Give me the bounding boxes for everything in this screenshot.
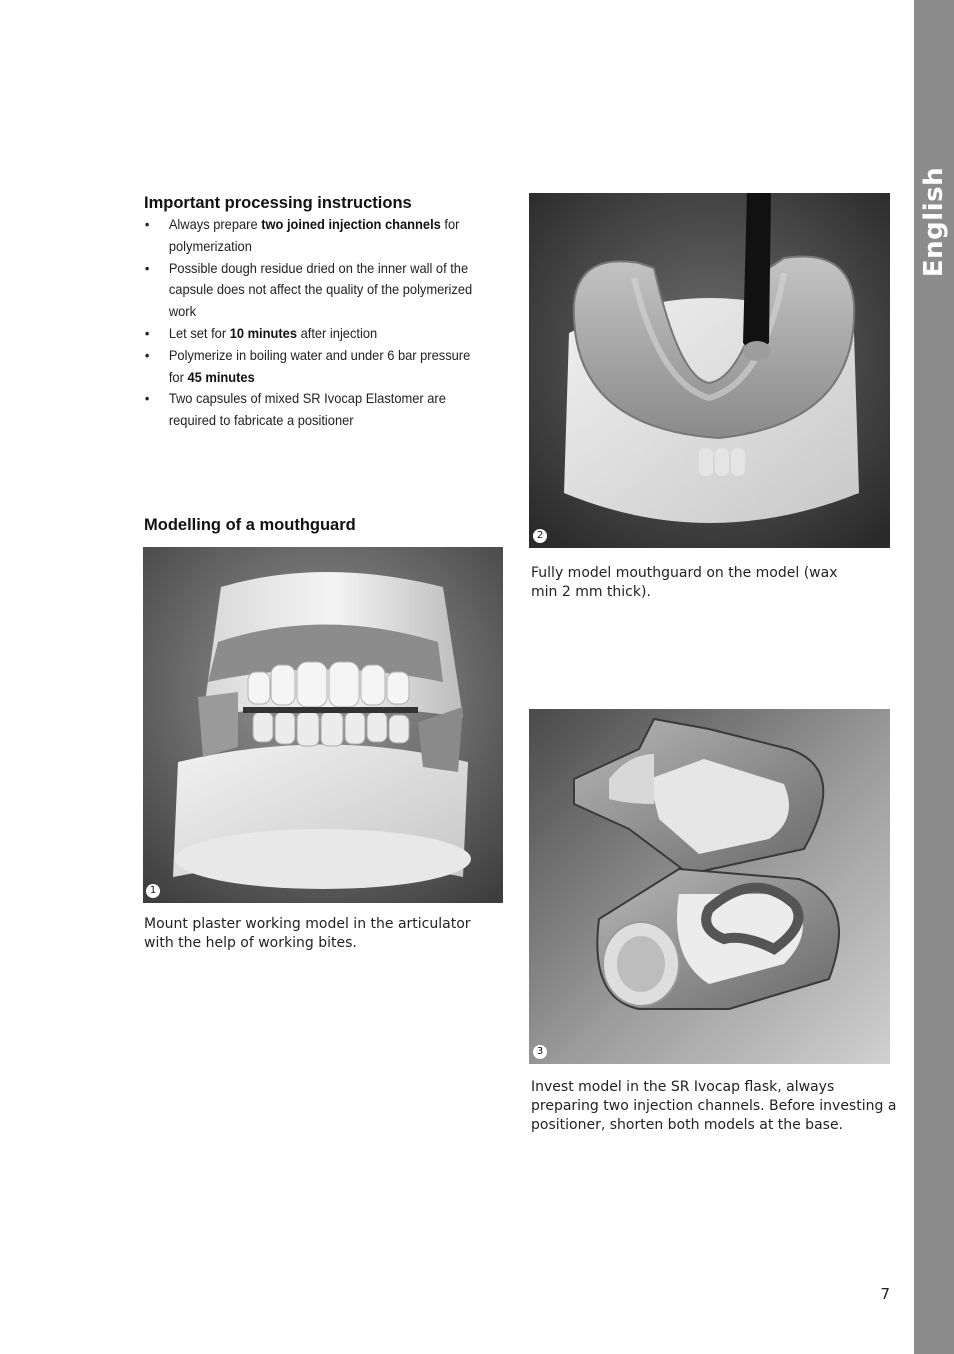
figure-1-caption: Mount plaster working model in the articulator with the help of working bites. xyxy=(144,916,471,951)
figure-3-caption: Invest model in the SR Ivocap flask, always preparing two injection channels. Before investing a positioner, shorten both models at the base. xyxy=(531,1079,897,1133)
side-tab-label: English xyxy=(919,166,949,278)
instruction-text: after injection xyxy=(296,324,378,341)
instruction-emphasis: 45 minutes xyxy=(187,368,255,385)
instruction-emphasis: two joined injection channels xyxy=(261,216,441,232)
figure-2-number: 2 xyxy=(533,529,547,543)
instruction-text: Always prepare xyxy=(168,216,262,232)
instructions-heading: Important processing instructions xyxy=(144,194,412,212)
mouthguard-heading: Modelling of a mouthguard xyxy=(144,516,356,534)
instruction-item xyxy=(144,258,484,323)
instruction-item xyxy=(144,388,484,432)
instruction-item xyxy=(144,323,484,345)
instruction-text: for polymerization xyxy=(168,216,460,254)
figure-1-number: 1 xyxy=(146,884,160,898)
figure-3-flask-photo xyxy=(529,709,890,1064)
instruction-text: Two capsules of mixed SR Ivocap Elastomer are required to fabricate a positioner xyxy=(168,390,446,429)
instructions-list xyxy=(144,214,484,432)
figure-2-mouthguard-photo xyxy=(529,193,890,548)
side-language-tab xyxy=(914,0,954,1354)
instruction-text: Polymerize in boiling water and under 6 bar pressure for xyxy=(168,346,471,385)
instruction-text: Possible dough residue dried on the inner wall of the capsule does not affect the quality of the polymerized work xyxy=(168,259,473,320)
figure-1-plaster-model-photo xyxy=(143,547,503,903)
instruction-emphasis: 10 minutes xyxy=(229,324,297,341)
figure-3-number: 3 xyxy=(533,1045,547,1059)
instruction-item xyxy=(144,214,484,258)
figure-2-caption: Fully model mouthguard on the model (wax min 2 mm thick). xyxy=(531,565,838,600)
instruction-text: Let set for xyxy=(168,324,230,341)
page-number: 7 xyxy=(880,1285,890,1303)
instruction-item xyxy=(144,345,484,389)
